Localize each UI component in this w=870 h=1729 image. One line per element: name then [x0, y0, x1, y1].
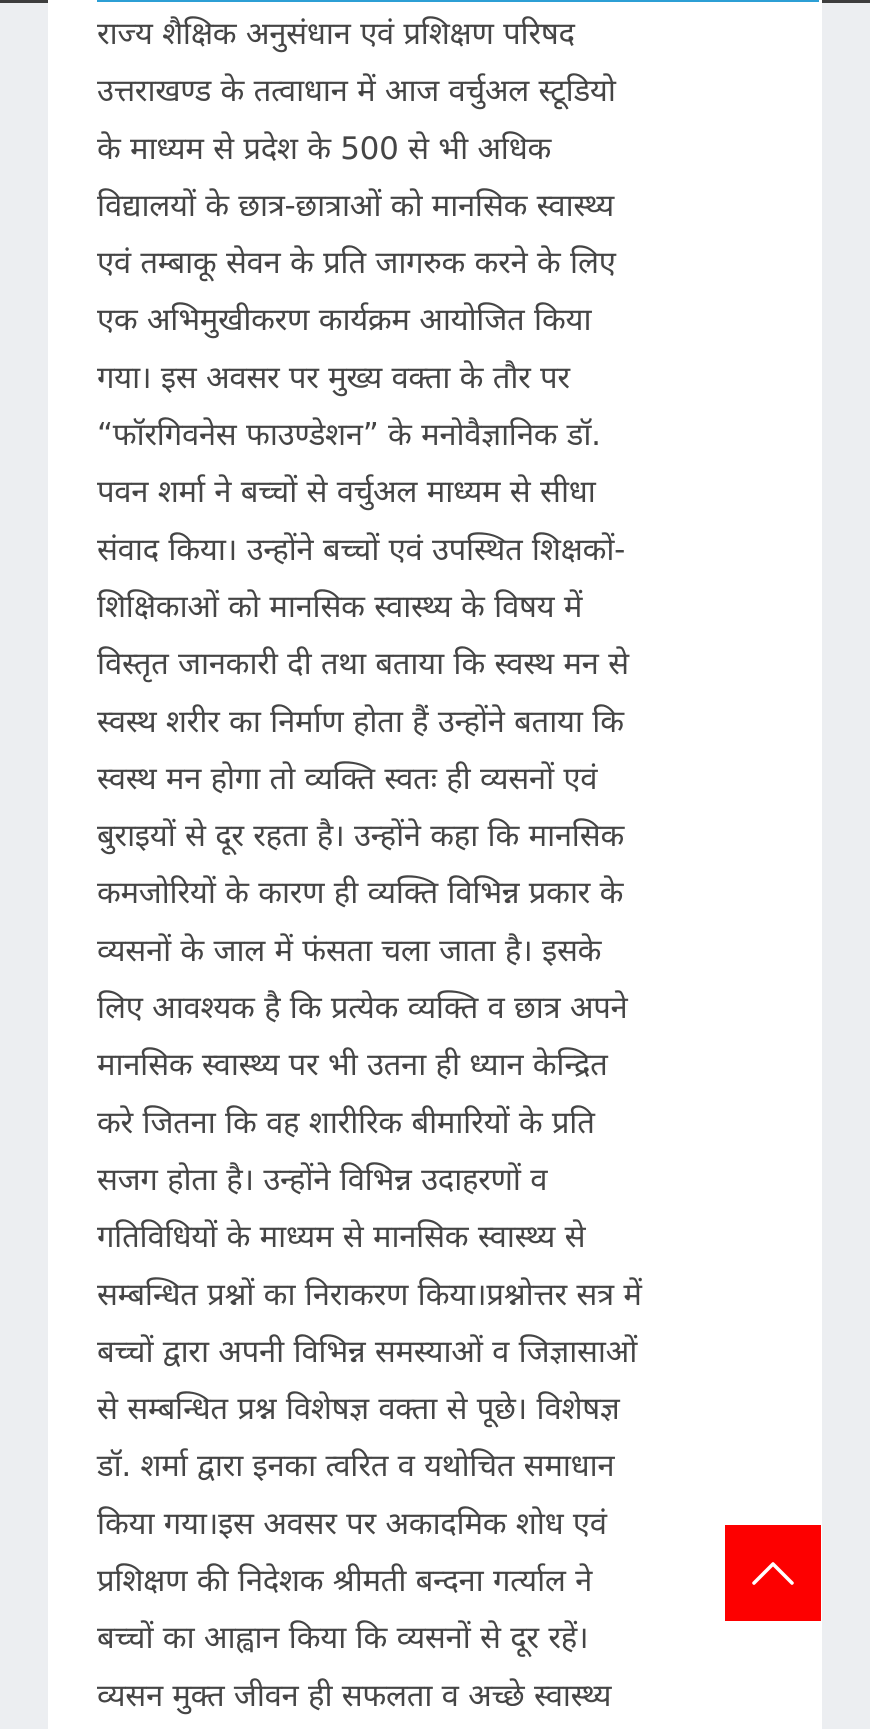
- article-line: करे जितना कि वह शारीरिक बीमारियों के प्रति: [97, 1104, 595, 1141]
- article-line: मानसिक स्वास्थ्य पर भी उतना ही ध्यान केन्द्रित: [97, 1047, 608, 1084]
- article-line: एवं तम्बाकू सेवन के प्रति जागरुक करने के लिए: [97, 245, 616, 282]
- article-line: किया गया।इस अवसर पर अकादमिक शोध एवं: [97, 1505, 607, 1542]
- article-line: गतिविधियों के माध्यम से मानसिक स्वास्थ्य से: [97, 1219, 586, 1256]
- article-line: से सम्बन्धित प्रश्न विशेषज्ञ वक्ता से पूछे। विशेषज्ञ: [97, 1391, 620, 1428]
- article-line: गया। इस अवसर पर मुख्य वक्ता के तौर पर: [97, 359, 570, 396]
- article-line: लिए आवश्यक है कि प्रत्येक व्यक्ति व छात्र अपने: [97, 990, 628, 1027]
- article-body: [97, 6, 797, 1725]
- article-line: व्यसनों के जाल में फंसता चला जाता है। इसके: [97, 932, 602, 969]
- article-line: डॉ. शर्मा द्वारा इनका त्वरित व यथोचित समाधान: [97, 1448, 615, 1485]
- article-line: बच्चों का आह्वान किया कि व्यसनों से दूर रहें।: [97, 1620, 589, 1657]
- article-line: सजग होता है। उन्होंने विभिन्न उदाहरणों व: [97, 1161, 548, 1198]
- article-line: प्रशिक्षण की निदेशक श्रीमती बन्दना गर्त्याल ने: [97, 1563, 592, 1600]
- article-line: राज्य शैक्षिक अनुसंधान एवं प्रशिक्षण परिषद: [97, 16, 575, 52]
- article-line: बच्चों द्वारा अपनी विभिन्न समस्याओं व जिज्ञासाओं: [97, 1333, 638, 1370]
- scroll-to-top-button[interactable]: [725, 1525, 821, 1621]
- article-line: स्वस्थ मन होगा तो व्यक्ति स्वतः ही व्यसनों एवं: [97, 760, 598, 797]
- article-line: “फॉरगिवनेस फाउण्डेशन” के मनोवैज्ञानिक डॉ.: [97, 417, 601, 454]
- article-line: उत्तराखण्ड के तत्वाधान में आज वर्चुअल स्टूडियो: [97, 73, 616, 110]
- article-line: के माध्यम से प्रदेश के 500 से भी अधिक: [97, 130, 552, 167]
- article-line: स्वस्थ शरीर का निर्माण होता हैं उन्होंने बताया कि: [97, 703, 624, 740]
- article-line: सम्बन्धित प्रश्नों का निराकरण किया।प्रश्नोत्तर सत्र में: [97, 1276, 642, 1313]
- article-line: पवन शर्मा ने बच्चों से वर्चुअल माध्यम से सीधा: [97, 474, 596, 511]
- embedded-content-frame: [97, 0, 819, 2]
- article-line: एक अभिमुखीकरण कार्यक्रम आयोजित किया: [97, 302, 592, 339]
- chevron-up-icon: [751, 1560, 795, 1586]
- article-page: [48, 0, 822, 1729]
- article-line: बुराइयों से दूर रहता है। उन्होंने कहा कि मानसिक: [97, 818, 624, 855]
- article-line: विस्तृत जानकारी दी तथा बताया कि स्वस्थ मन से: [97, 646, 629, 683]
- article-line: विद्यालयों के छात्र-छात्राओं को मानसिक स्वास्थ्य: [97, 187, 614, 224]
- article-line: व्यसन मुक्त जीवन ही सफलता व अच्छे स्वास्थ्य: [97, 1677, 612, 1714]
- article-line: कमजोरियों के कारण ही व्यक्ति विभिन्न प्रकार के: [97, 875, 624, 912]
- article-line: संवाद किया। उन्होंने बच्चों एवं उपस्थित शिक्षकों-: [97, 531, 626, 568]
- article-line: शिक्षिकाओं को मानसिक स्वास्थ्य के विषय में: [97, 588, 583, 625]
